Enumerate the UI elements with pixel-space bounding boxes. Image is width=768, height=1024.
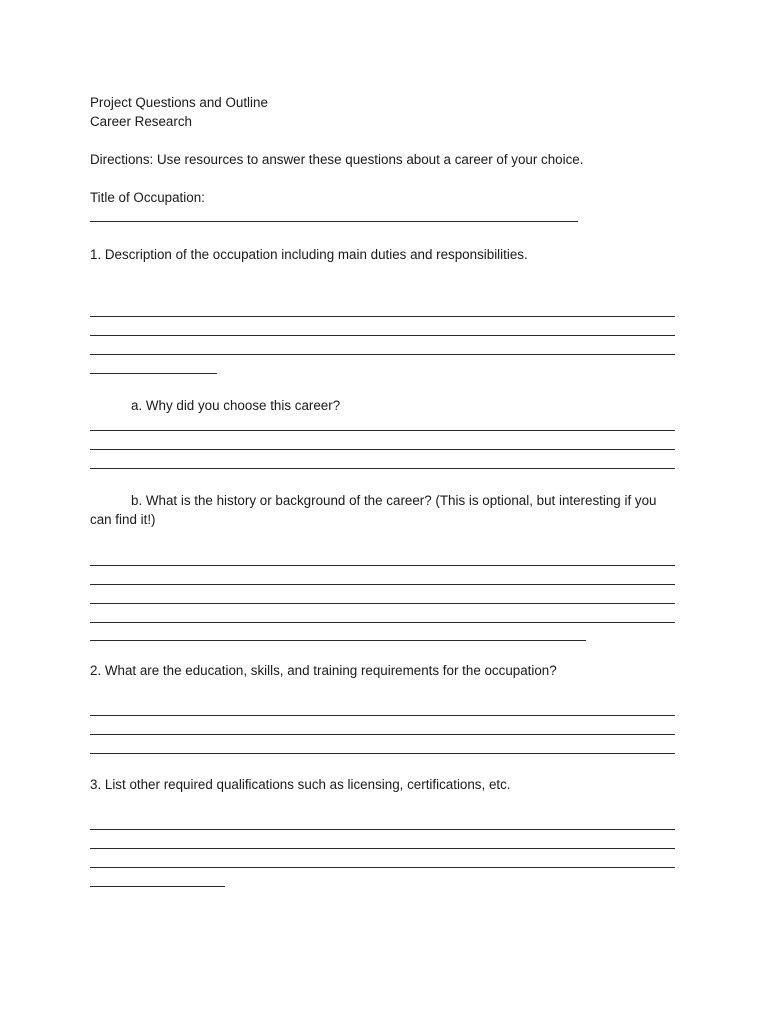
answer-line[interactable] [90, 753, 675, 754]
answer-line[interactable] [90, 640, 586, 641]
answer-line[interactable] [90, 468, 675, 469]
answer-line[interactable] [90, 603, 675, 604]
answer-line[interactable] [90, 886, 225, 887]
answer-line[interactable] [90, 848, 675, 849]
answer-line[interactable] [90, 565, 675, 566]
answer-line[interactable] [90, 715, 675, 716]
answer-line[interactable] [90, 584, 675, 585]
answer-line[interactable] [90, 354, 675, 355]
answer-line[interactable] [90, 622, 675, 623]
occupation-label: Title of Occupation: [90, 190, 205, 205]
answer-line[interactable] [90, 316, 675, 317]
occupation-answer-line[interactable] [90, 221, 578, 222]
question-1: 1. Description of the occupation including main duties and responsibilities. [90, 247, 528, 262]
directions-text: Directions: Use resources to answer these questions about a career of your choice. [90, 152, 584, 167]
document-subtitle: Career Research [90, 114, 192, 129]
answer-line[interactable] [90, 867, 675, 868]
answer-line[interactable] [90, 373, 217, 374]
document-title: Project Questions and Outline [90, 95, 268, 110]
answer-line[interactable] [90, 829, 675, 830]
question-3: 3. List other required qualifications such as licensing, certifications, etc. [90, 777, 511, 792]
question-2: 2. What are the education, skills, and training requirements for the occupation? [90, 663, 557, 678]
answer-line[interactable] [90, 734, 675, 735]
question-1b: b. What is the history or background of the career? (This is optional, but interesting if you can find it!) [90, 493, 657, 527]
answer-line[interactable] [90, 449, 675, 450]
answer-line[interactable] [90, 335, 675, 336]
question-1a: a. Why did you choose this career? [131, 398, 341, 413]
answer-line[interactable] [90, 430, 675, 431]
